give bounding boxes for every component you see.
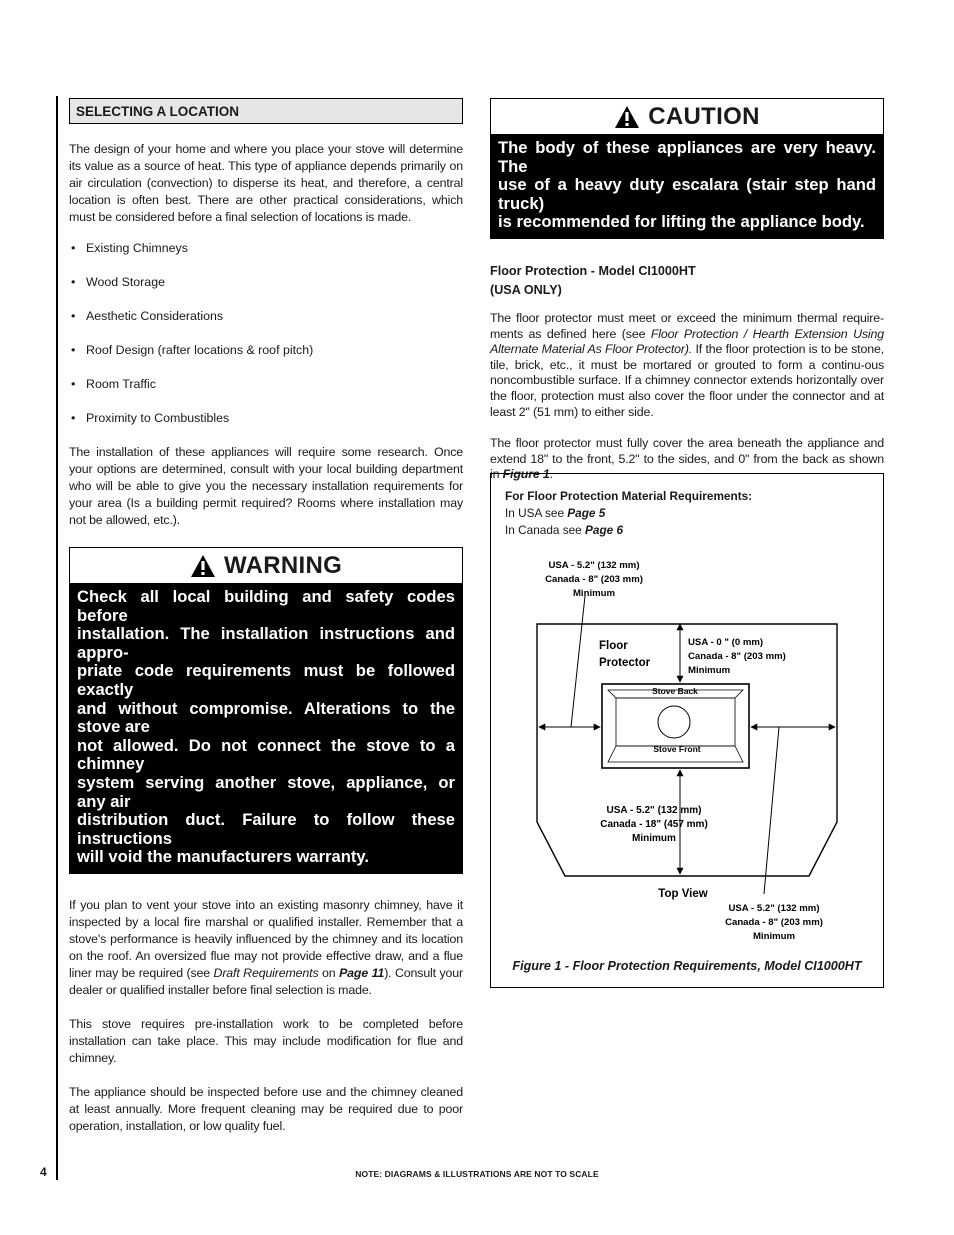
margin-rule — [56, 96, 58, 1180]
right-clearance-label: Canada - 8" (203 mm) — [725, 917, 823, 928]
left-clearance-label: USA - 5.2" (132 mm) — [548, 560, 640, 571]
floor-protector-paragraph: The floor protector must meet or exceed the minimum thermal require-ments as defined here (see Floor Protection / Hearth Extension Using Alternate Material As Floor Protector). If the floor protection is to be stone, tile, brick, etc., it must be mortared or grouted to form a continu-ous noncombustible surface. If a chimney connector extends horizontally over the floor, protection must also cover the floor under the connector and at least 2" (51 mm) to either side. — [490, 310, 885, 419]
material-requirements-note: For Floor Protection Material Requirements: In USA see Page 5 In Canada see Page 6 — [505, 489, 753, 537]
top-view-label: Top View — [658, 888, 708, 900]
warning-box — [69, 547, 463, 874]
inspection-paragraph: The appliance should be inspected before use and the chimney cleaned at least annually. More frequent cleaning may be required due to poor operation, installation, or low quality fuel. — [69, 1084, 463, 1133]
usa-page-ref: Page 5 — [567, 506, 606, 520]
warning-text: Check all local building and safety codes before installation. The installation instructions and appro- priate code requirements must be followed exactly and without compromise. Alterations to the stove are not allowed. Do not connect the stove to a chimney system serving another stove, appliance, or any air distribution duct. Failure to follow these instructions will void the manufacturers warranty. — [70, 583, 462, 873]
floor-protection-diagram — [491, 474, 883, 987]
list-item: • Wood Storage — [71, 275, 165, 289]
figure-1 — [490, 473, 884, 988]
left-column — [69, 98, 463, 1135]
left-clearance-leader — [571, 596, 585, 727]
stove-front-label: Stove Front — [653, 744, 701, 754]
intro-paragraph: The design of your home and where you place your stove will determine its value as a source of heat. This type of appliance depends primarily on air circulation (convection) to disperse its heat, and therefore, a central location is often best. There are other practical considerations, which must be considered before a final selection of locations is made. — [69, 142, 463, 224]
section-heading-selecting-location: SELECTING A LOCATION — [69, 98, 463, 124]
chimney-paragraph: If you plan to vent your stove into an existing masonry chimney, have it inspected by a local fire marshal or qualified installer. Remember that a stove's performance is heavily influenced by the chimney and its location on the roof. An oversized flue may not provide effective draw, and a flue liner may be required (see Draft Requirements on Page 11). Consult your dealer or qualified installer before final selection is made. — [69, 897, 463, 997]
list-item: • Roof Design (rafter locations & roof pitch) — [71, 343, 314, 357]
coverage-paragraph: The floor protector must fully cover the area beneath the appliance and extend 18" to the front, 5.2" to the sides, and 0" from the back as shown in Figure 1. — [490, 436, 884, 482]
list-item: • Existing Chimneys — [71, 241, 188, 255]
bullet-icon: • — [71, 343, 76, 357]
right-clearance-label: Minimum — [752, 931, 796, 942]
caution-text: The body of these appliances are very heavy. The use of a heavy duty escalara (stair step hand truck) is recommended for lifting the appliance body. — [491, 134, 883, 238]
floor-protection-heading: Floor Protection - Model CI1000HT (USA ONLY) — [490, 263, 696, 297]
list-item: • Proximity to Combustibles — [71, 411, 230, 425]
list-item: • Aesthetic Considerations — [71, 309, 224, 323]
floor-protector-label: Protector — [599, 657, 651, 669]
front-clearance-label: Canada - 18" (457 mm) — [600, 819, 708, 830]
warning-title: WARNING — [70, 548, 462, 583]
list-item: • Room Traffic — [71, 377, 157, 391]
right-clearance-label: USA - 5.2" (132 mm) — [728, 903, 820, 914]
flue-collar — [658, 706, 690, 738]
warning-triangle-icon — [190, 554, 216, 578]
bullet-icon: • — [71, 241, 76, 255]
front-clearance-label: Minimum — [632, 833, 676, 844]
left-clearance-label: Canada - 8" (203 mm) — [545, 574, 643, 585]
bullet-icon: • — [71, 275, 76, 289]
right-column — [490, 98, 884, 483]
back-clearance-label: Canada - 8" (203 mm) — [688, 651, 786, 662]
stove-inner — [616, 698, 735, 746]
floor-protector-label: Floor — [599, 640, 628, 652]
preinstall-paragraph: This stove requires pre-installation work to be completed before installation can take place. This may include modification for flue and chimney. — [69, 1016, 463, 1065]
bullet-icon: • — [71, 411, 76, 425]
caution-title: CAUTION — [491, 99, 883, 134]
front-clearance-label: USA - 5.2" (132 mm) — [606, 805, 702, 816]
back-clearance-label: USA - 0 " (0 mm) — [688, 637, 764, 648]
page-number: 4 — [40, 1165, 47, 1179]
considerations-list — [69, 240, 463, 427]
back-clearance-label: Minimum — [688, 665, 731, 676]
canada-page-ref: Page 6 — [585, 523, 624, 537]
warning-triangle-icon — [614, 105, 640, 129]
stove-back-label: Stove Back — [652, 686, 698, 696]
figure-caption: Figure 1 - Floor Protection Requirements, Model CI1000HT — [512, 959, 862, 973]
bullet-icon: • — [71, 309, 76, 323]
footer-note: NOTE: DIAGRAMS & ILLUSTRATIONS ARE NOT TO SCALE — [355, 1169, 599, 1179]
right-clearance-leader — [764, 727, 779, 894]
left-clearance-label: Minimum — [572, 588, 616, 599]
bullet-icon: • — [71, 377, 76, 391]
research-paragraph: The installation of these appliances will require some research. Once your options are determined, consult with your local building department who will be able to give you the necessary installation requirements for your area (Is a building permit required? Rooms where installation may not be allowed, etc.). — [69, 445, 463, 527]
caution-box — [490, 98, 884, 239]
stove-outline — [602, 684, 749, 768]
